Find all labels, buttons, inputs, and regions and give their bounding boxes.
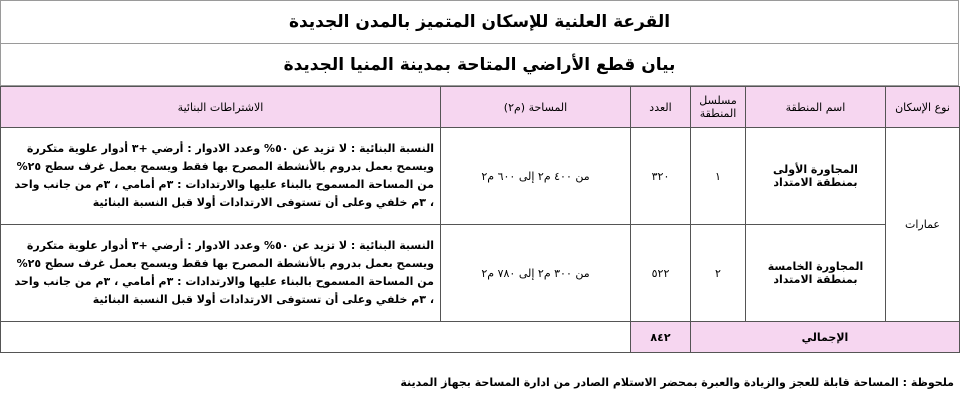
space-cell: من ٤٠٠ م٢ إلى ٦٠٠ م٢	[441, 128, 631, 225]
header-area-seq: مسلسل المنطقة	[691, 87, 746, 128]
area-seq-cell: ١	[691, 128, 746, 225]
count-cell: ٥٢٢	[631, 225, 691, 322]
header-housing-type: نوع الإسكان	[886, 87, 960, 128]
header-count: العدد	[631, 87, 691, 128]
conditions-cell: النسبة البنائية : لا تزيد عن ٥٠% وعدد الادوار : أرضي +٣ أدوار علوية متكررة ويسمح بعمل بدروم بالأنشطة المصرح بها فقط ويسمح بعمل غرف سطح ٢٥% من المساحة المسموح بالبناء عليها والارتدادات : ٣م أمامي ، ٣م من جانب واحد ، ٣م خلفي وعلى أن تستوفى الارتدادات أولا قبل النسبة البنائية	[1, 225, 441, 322]
table-row	[1, 128, 960, 225]
document-subtitle: بيان قطع الأراضي المتاحة بمدينة المنيا الجديدة	[0, 44, 959, 86]
space-cell: من ٣٠٠ م٢ إلى ٧٨٠ م٢	[441, 225, 631, 322]
header-space: المساحة (م٢)	[441, 87, 631, 128]
area-name-cell: المجاورة الأولى بمنطقة الامتداد	[746, 128, 886, 225]
total-empty-cell	[1, 322, 631, 353]
conditions-cell: النسبة البنائية : لا تزيد عن ٥٠% وعدد الادوار : أرضي +٣ أدوار علوية متكررة ويسمح بعمل بدروم بالأنشطة المصرح بها فقط ويسمح بعمل غرف سطح ٢٥% من المساحة المسموح بالبناء عليها والارتدادات : ٣م أمامي ، ٣م من جانب واحد ، ٣م خلفي وعلى أن تستوفى الارتدادات أولا قبل النسبة البنائية	[1, 128, 441, 225]
document-title: القرعة العلنية للإسكان المتميز بالمدن الجديدة	[0, 0, 959, 44]
total-label-cell: الإجمالي	[691, 322, 960, 353]
table-header-row	[1, 87, 960, 128]
header-area-name: اسم المنطقة	[746, 87, 886, 128]
area-name-cell: المجاورة الخامسة بمنطقة الامتداد	[746, 225, 886, 322]
total-count-cell: ٨٤٢	[631, 322, 691, 353]
total-row	[1, 322, 960, 353]
header-conditions: الاشتراطات البنائية	[1, 87, 441, 128]
housing-type-cell: عمارات	[886, 128, 960, 322]
count-cell: ٣٢٠	[631, 128, 691, 225]
land-plots-table	[0, 86, 960, 353]
table-row	[1, 225, 960, 322]
area-seq-cell: ٢	[691, 225, 746, 322]
footnote: ملحوظة : المساحة قابلة للعجز والزيادة والعبرة بمحضر الاستلام الصادر من ادارة المساحة بجهاز المدينة	[400, 376, 954, 389]
